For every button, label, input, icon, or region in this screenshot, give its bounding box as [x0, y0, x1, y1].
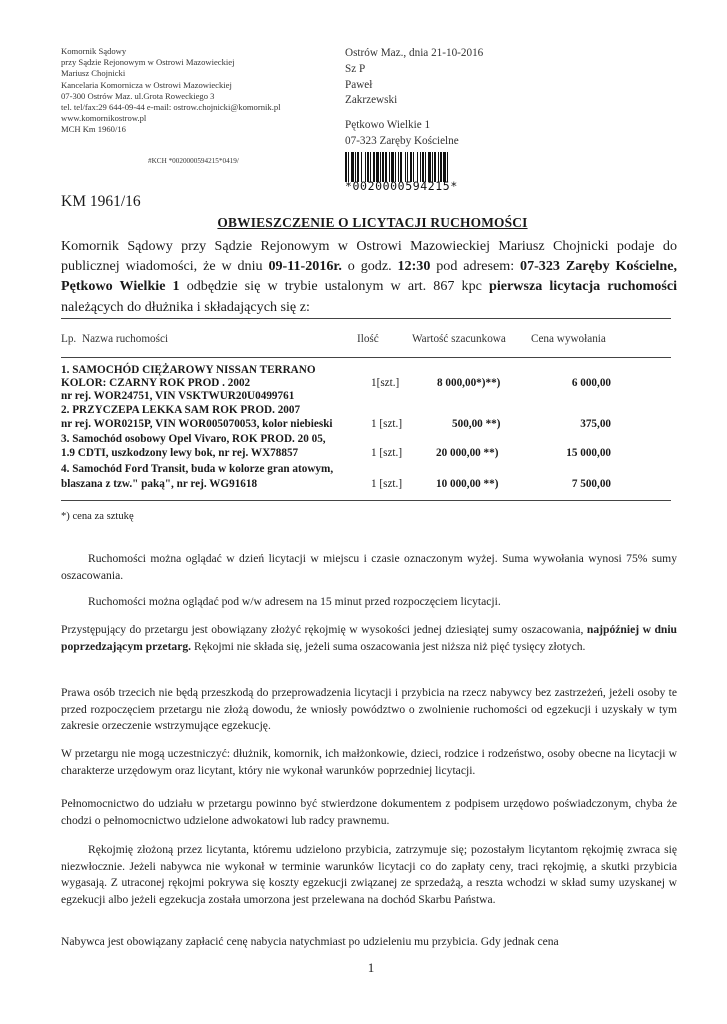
page-number: 1: [367, 960, 375, 975]
intro-text: o godz.: [341, 258, 398, 275]
row2-line2: nr rej. WOR0215P, VIN WOR005070053, kolor niebieski: [61, 418, 333, 430]
paragraph-text: W przetargu nie mogą uczestniczyć: dłużnik, komornik, ich małżonkowie, dzieci, rodzice i rodzeństwo, osoby obecne na licytacji w charakterze urzędowym oraz licytant, który nie wykonał warunków poprzedniej licytacji.: [61, 747, 677, 777]
sender-line: 07-300 Ostrów Maz. ul.Grota Roweckiego 3: [61, 90, 215, 101]
paragraph-power-of-attorney: [61, 796, 677, 829]
header-price: Cena wywołania: [531, 333, 606, 345]
row1-line1: 1. SAMOCHÓD CIĘŻAROWY NISSAN TERRANO: [61, 364, 316, 376]
paragraph-text: Przystępujący do przetargu jest obowiązany złożyć rękojmię w wysokości jednej dziesiątej sumy oszacowania,: [61, 623, 587, 636]
sender-line: Kancelaria Komornicza w Ostrowi Mazowieckiej: [61, 79, 232, 90]
barcode-space: [448, 152, 450, 182]
paragraph-third-party: [61, 685, 677, 735]
row4-line1: 4. Samochód Ford Transit, buda w kolorze gran atowym,: [61, 463, 334, 475]
row4-qty: 1 [szt.]: [371, 478, 403, 490]
addressee-line: Paweł: [345, 78, 373, 91]
row3-line2: 1.9 CDTI, uszkodzony lewy bok, nr rej. WX78857: [61, 447, 299, 459]
row4-price: 7 500,00: [571, 478, 611, 490]
recipient-block: [345, 46, 483, 150]
kch-code: #KCH *0020000594215*0419/: [148, 157, 239, 165]
sender-line: www.komornikostrow.pl: [61, 113, 147, 124]
intro-text: Komornik Sądowy przy Sądzie Rejonowym w Ostrowi Mazowieckiej Mariusz Chojnicki podaje do publicznej wiadomości, że w dniu: [61, 238, 677, 275]
sender-line: przy Sądzie Rejonowym w Ostrowi Mazowieckiej: [61, 57, 235, 68]
auction-address: 07-323 Zaręby Kościelne, Pętkowo Wielkie 1: [61, 258, 677, 295]
intro-text: należących do dłużnika i składających się z:: [61, 298, 310, 315]
intro-text: pod adresem:: [430, 258, 521, 275]
sender-line: MCH Km 1960/16: [61, 124, 126, 135]
paragraph-viewing-time: [61, 594, 677, 611]
header-value: Wartość szacunkowa: [412, 333, 506, 345]
row3-qty: 1 [szt.]: [371, 447, 403, 459]
row1-price: 6 000,00: [571, 377, 611, 389]
paragraph-text: Rękojmię złożoną przez licytanta, któremu udzielono przybicia, zatrzymuje się; pozostałym licytantom rękojmię zwraca się niezwłocznie. Jeżeli nabywca nie wykonał w terminie warunków licytacji co do zapłaty ceny, traci rękojmię, a skutki przybicia wygasają. Z utraconej rękojmi pokrywa się koszty egzekucji związanej ze sprzedażą, a reszta wchodzi w skład sumy uzyskanej w egzekucji albo jeżeli egzekucja została umorzona jest przelewana na dochód Skarbu Państwa.: [61, 843, 677, 906]
row2-price: 375,00: [580, 418, 611, 430]
table-rule-top: [61, 318, 671, 319]
sender-line: Komornik Sądowy: [61, 46, 127, 56]
sender-line: tel. tel/fax:29 644-09-44 e-mail: ostrow.chojnicki@komornik.pl: [61, 102, 281, 113]
footnote: *) cena za sztukę: [61, 511, 134, 522]
paragraph-deposit: [61, 622, 677, 655]
row3-price: 15 000,00: [566, 447, 611, 459]
paragraph-text: Rękojmi nie składa się, jeżeli suma oszacowania jest niższa niż pięć tysięcy złotych.: [191, 639, 586, 653]
row1-value: 8 000,00*)**): [437, 377, 501, 389]
paragraph-viewing: [61, 551, 677, 584]
date-line: Ostrów Maz., dnia 21-10-2016: [345, 47, 484, 59]
header-qty: Ilość: [357, 333, 379, 345]
barcode: [345, 152, 513, 192]
row2-qty: 1 [szt.]: [371, 418, 403, 430]
row4-value: 10 000,00 **): [436, 478, 499, 490]
row3-value: 20 000,00 **): [436, 447, 499, 459]
intro-paragraph: [61, 236, 677, 317]
paragraph-text: Nabywca jest obowiązany zapłacić cenę nabycia natychmiast po udzieleniu mu przybicia. Gdy jednak cena: [61, 935, 559, 948]
row2-line1: 2. PRZYCZEPA LEKKA SAM ROK PROD. 2007: [61, 404, 301, 416]
case-number: KM 1961/16: [61, 193, 141, 210]
paragraph-text: Ruchomości można oglądać w dzień licytacji w miejscu i czasie oznaczonym wyżej. Suma wywołania wynosi 75% sumy oszacowania.: [61, 552, 677, 582]
paragraph-exclusions: [61, 746, 677, 779]
barcode-bars: [345, 152, 510, 182]
header-name: Nazwa ruchomości: [82, 333, 169, 345]
document-title: OBWIESZCZENIE O LICYTACJI RUCHOMOŚCI: [217, 215, 528, 230]
header-lp: Lp.: [61, 333, 77, 345]
row1-line2: KOLOR: CZARNY ROK PROD . 2002: [61, 377, 251, 389]
intro-text: odbędzie się w trybie ustalonym w art. 867 kpc: [179, 278, 490, 295]
addressee-line: Sz P: [345, 62, 366, 75]
auction-date: 09-11-2016r.: [268, 258, 342, 275]
auction-time: 12:30: [397, 258, 431, 275]
addressee-line: Zakrzewski: [345, 94, 398, 107]
row1-line3: nr rej. WOR24751, VIN VSKTWUR20U0499761: [61, 390, 295, 402]
row1-qty: 1[szt.]: [371, 377, 400, 389]
barcode-text: *0020000594215*: [345, 179, 458, 193]
auction-type: pierwsza licytacja ruchomości: [489, 278, 678, 295]
table-rule-bottom: [61, 500, 671, 501]
sender-block: [61, 46, 281, 136]
deposit-deadline: najpóźniej w dniu poprzedzającym przetarg.: [61, 623, 678, 653]
paragraph-text: Ruchomości można oglądać pod w/w adresem na 15 minut przed rozpoczęciem licytacji.: [88, 595, 501, 608]
paragraph-payment: [61, 934, 677, 951]
paragraph-deposit-return: [61, 842, 677, 908]
address-line: 07-323 Zaręby Kościelne: [345, 134, 459, 147]
address-line: Pętkowo Wielkie 1: [345, 119, 431, 132]
paragraph-text: Prawa osób trzecich nie będą przeszkodą do przeprowadzenia licytacji i przybicia na rzecz nabywcy bez zastrzeżeń, jeżeli osoby te przed rozpoczęciem przetargu nie złożą dowodu, że wniosły powództwo o zwolnienie ruchomości od egzekucji i uzyskały w tym zakresie orzeczenie wstrzymujące egzekucję.: [61, 686, 677, 733]
row4-line2: blaszana z tzw." paką", nr rej. WG91618: [61, 478, 258, 490]
paragraph-text: Pełnomocnictwo do udziału w przetargu powinno być stwierdzone dokumentem z podpisem urzędowo poświadczonym, chyba że chodzi o pełnomocnictwo udzielone adwokatowi lub radcy prawnemu.: [61, 797, 677, 827]
table-rule-mid: [61, 357, 671, 358]
row2-value: 500,00 **): [452, 418, 501, 430]
row3-line1: 3. Samochód osobowy Opel Vivaro, ROK PROD. 20 05,: [61, 433, 326, 445]
sender-line: Mariusz Chojnicki: [61, 68, 126, 79]
